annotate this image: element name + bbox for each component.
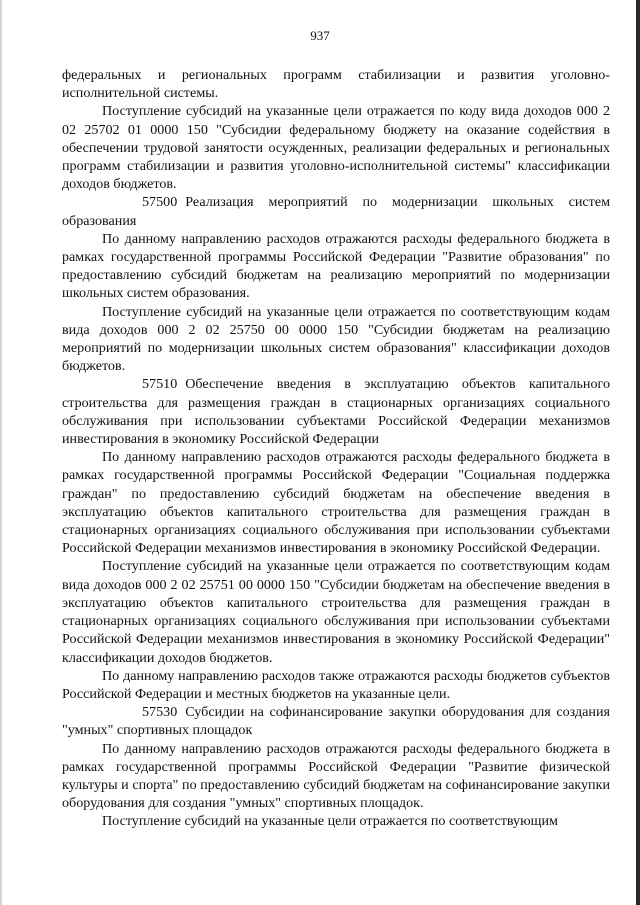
paragraph [62,102,610,193]
section-heading [62,193,610,229]
paragraph [62,812,610,830]
paragraph [62,66,610,102]
paragraph-text: федеральных и региональных программ стабилизации и развития уголовно-исполнительной системы. [62,67,610,102]
paragraph [62,667,610,703]
paragraph-text: По данному направлению расходов отражаются расходы федерального бюджета в рамках государственной программы Российской Федерации "Развитие физической культуры и спорта" по предоставлению субсидий бюджетам на софинансирование закупки оборудования для создания "умных" спортивных площадок. [62,740,610,812]
paragraph [62,230,610,303]
section-code: 57510 [142,376,178,393]
paragraph-text: Субсидии на софинансирование закупки оборудования для создания "умных" спортивных площадок [62,704,610,739]
paragraph-text: Поступление субсидий на указанные цели отражается по коду вида доходов 000 2 02 25702 01 0000 150 "Субсидии федеральному бюджету на оказание содействия в обеспечении трудовой занятости осужденных, реализации федеральных и региональных программ стабилизации и развития уголовно-исполнительной системы" классификации доходов бюджетов. [62,103,610,193]
paragraph-text: Реализация мероприятий по модернизации школьных систем образования [62,194,610,229]
paragraph-text: Обеспечение введения в эксплуатацию объектов капитального строительства для размещения граждан в стационарных организациях социального обслуживания при использовании субъектами Российской Федерации механизмов инвестирования в экономику Российской Федерации [62,376,610,448]
paragraph-text: По данному направлению расходов также отражаются расходы бюджетов субъектов Российской Федерации и местных бюджетов на указанные цели. [62,667,610,702]
paragraph-text: По данному направлению расходов отражаются расходы федерального бюджета в рамках государственной программы Российской Федерации "Развитие образования" по предоставлению субсидий бюджетам на реализацию мероприятий по модернизации школьных систем образования. [62,230,610,302]
document-body [62,66,610,831]
section-heading [62,703,610,739]
paragraph [62,303,610,376]
paragraph [62,740,610,813]
scan-left-shadow [0,0,2,905]
scan-right-edge [636,0,640,905]
page-number: 937 [310,28,330,43]
section-code: 57500 [142,194,178,211]
section-heading [62,375,610,448]
paragraph-text: Поступление субсидий на указанные цели отражается по соответствующим кодам вида доходов 000 2 02 25750 00 0000 150 "Субсидии бюджетам на реализацию мероприятий по модернизации школьных систем образования" классификации доходов бюджетов. [62,303,610,375]
paragraph-text: Поступление субсидий на указанные цели отражается по соответствующим [102,813,558,830]
paragraph [62,448,610,557]
paragraph-text: По данному направлению расходов отражаются расходы федерального бюджета в рамках государственной программы Российской Федерации "Социальная поддержка граждан" по предоставлению субсидий бюджетам на обеспечение введения в эксплуатацию объектов капитального строительства для размещения граждан в стационарных организациях социального обслуживания при использовании субъектами Российской Федерации механизмов инвестирования в экономику Российской Федерации. [62,449,610,557]
paragraph-text: Поступление субсидий на указанные цели отражается по соответствующим кодам вида доходов 000 2 02 25751 00 0000 150 "Субсидии бюджетам на обеспечение введения в эксплуатацию объектов капитального строительства для размещения граждан в стационарных организациях социального обслуживания при использовании субъектами Российской Федерации механизмов инвестирования в экономику Российской Федерации" классификации доходов бюджетов. [62,558,610,666]
paragraph [62,557,610,666]
section-code: 57530 [142,704,178,721]
